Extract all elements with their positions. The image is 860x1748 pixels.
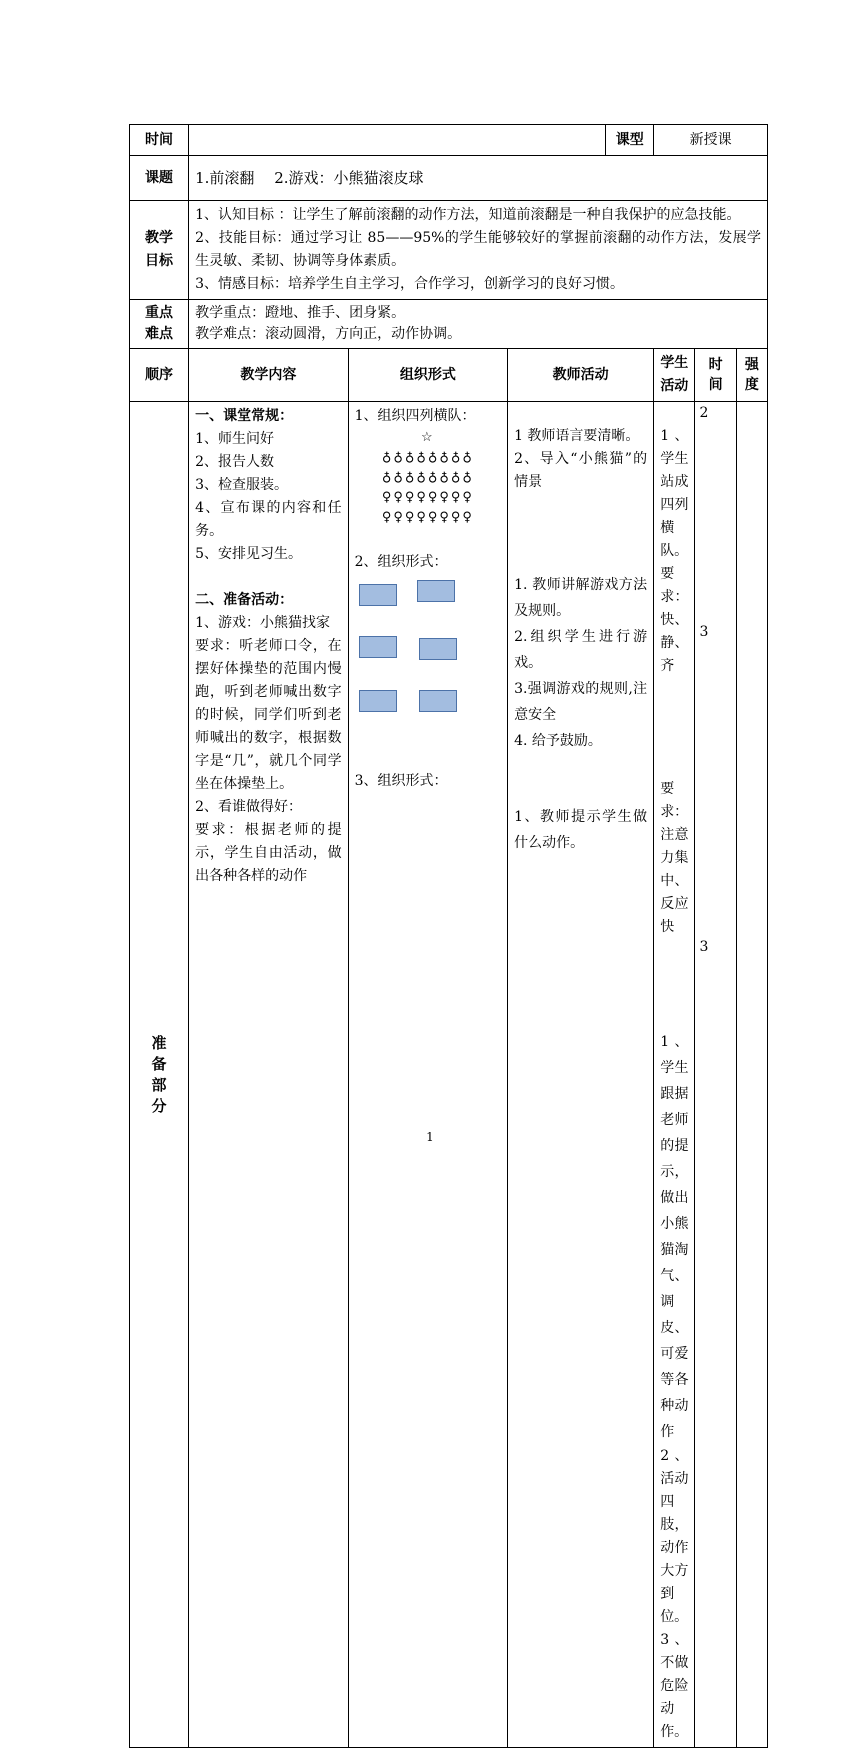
col-student: 学生活动 — [654, 349, 695, 402]
mat-icon — [417, 580, 455, 602]
warmup-heading: 二、准备活动： — [195, 592, 294, 608]
section-char-2: 备 — [151, 1054, 167, 1073]
goals-label — [130, 201, 189, 300]
teacher-star-icon: ☆ — [421, 430, 435, 445]
section-char-4: 分 — [151, 1096, 167, 1115]
mat-layout — [355, 574, 501, 714]
teacher-1: 1 教师语言要清晰。 — [514, 428, 640, 444]
goals-row — [130, 201, 768, 300]
teacher-3: 1. 教师讲解游戏方法及规则。 — [514, 577, 648, 619]
mat-icon — [419, 690, 457, 712]
col-intensity-line-2: 度 — [744, 377, 759, 393]
student-cell — [654, 402, 695, 1748]
goal-skill: 2、技能目标：通过学习让 85——95%的学生能够较好的掌握前滚翻的动作方法，发展学生灵敏、柔韧、协调等身体素质。 — [195, 230, 761, 269]
student-4: 注意力集中、反应快 — [660, 827, 689, 935]
lesson-table — [129, 124, 768, 1748]
form-1-label: 1、组织四列横队： — [354, 408, 476, 424]
student-2: 要求：快、静、齐 — [660, 566, 689, 674]
col-intensity-line-1: 强 — [744, 357, 759, 373]
student-1: 1、学生站成四列横队。 — [660, 428, 689, 559]
student-6: 2、活动四肢，动作大方到位。 — [660, 1448, 689, 1625]
section-name — [130, 402, 189, 1748]
keypoints-label-line-1: 重点 — [145, 305, 174, 321]
prep-section-row — [130, 402, 768, 1748]
mat-icon — [359, 690, 397, 712]
game-1-title: 1、游戏：小熊猫找家 — [195, 615, 331, 631]
teacher-7: 1、教师提示学生做什么动作。 — [514, 809, 648, 851]
col-teacher: 教师活动 — [508, 349, 654, 402]
col-time — [695, 349, 736, 402]
keypoints-label — [130, 300, 189, 349]
form-cell — [348, 402, 507, 1748]
goals-label-line-1: 教学 — [145, 230, 174, 246]
teaching-focus: 教学重点：蹬地、推手、团身紧。 — [195, 305, 406, 321]
time-cell — [695, 402, 736, 1748]
column-header-row — [130, 349, 768, 402]
formation-row-3: ♀♀♀♀♀♀♀♀ — [381, 490, 474, 505]
time-2: 3 — [699, 624, 709, 640]
section-char-3: 部 — [151, 1075, 167, 1094]
col-order: 顺序 — [130, 349, 189, 402]
time-value — [189, 125, 606, 156]
routine-item-2: 2、报告人数 — [195, 454, 275, 470]
section-char-1: 准 — [151, 1033, 167, 1052]
content-cell — [189, 402, 348, 1748]
page-number: 1 — [426, 1130, 434, 1144]
keypoints-row — [130, 300, 768, 349]
student-7: 3、不做危险动作。 — [660, 1632, 689, 1740]
game-2-title: 2、看谁做得好： — [195, 799, 303, 815]
col-intensity — [736, 349, 767, 402]
formation-row-4: ♀♀♀♀♀♀♀♀ — [381, 510, 474, 525]
col-form: 组织形式 — [348, 349, 507, 402]
col-time-line-1: 时 — [708, 357, 723, 373]
topic-label: 课题 — [130, 156, 189, 201]
goals-text — [189, 201, 768, 300]
time-label: 时间 — [130, 125, 189, 156]
time-row — [130, 125, 768, 156]
teacher-4: 2.组织学生进行游戏。 — [514, 629, 648, 671]
teaching-difficulty: 教学难点：滚动圆滑，方向正，动作协调。 — [195, 326, 462, 342]
student-5: 1、学生跟据老师的提示，做出小熊猫淘气、调皮、可爱等各种动作 — [660, 1034, 689, 1440]
goals-label-line-2: 目标 — [145, 253, 174, 269]
routine-item-3: 3、检查服装。 — [195, 477, 289, 493]
topic-row — [130, 156, 768, 201]
teacher-5: 3.强调游戏的规则,注意安全 — [514, 681, 648, 723]
routine-item-5: 5、安排见习生。 — [195, 546, 303, 562]
keypoints-label-line-2: 难点 — [145, 326, 174, 342]
mat-icon — [359, 584, 397, 606]
col-content: 教学内容 — [189, 349, 348, 402]
time-3: 3 — [699, 939, 709, 955]
time-1: 2 — [699, 405, 709, 421]
teacher-6: 4. 给予鼓励。 — [514, 733, 602, 749]
col-time-line-2: 间 — [708, 377, 723, 393]
topic-value: 1.前滚翻 2.游戏：小熊猫滚皮球 — [189, 156, 768, 201]
teacher-2: 2、导入“小熊猫”的情景 — [514, 451, 648, 490]
formation-row-1: ♁♁♁♁♁♁♁♁ — [381, 450, 474, 465]
routine-heading: 一、课堂常规： — [195, 408, 294, 424]
game-1-requirement: 要求：听老师口令，在摆好体操垫的范围内慢跑，听到老师喊出数字的时候，同学们听到老师喊出的数字，根据数字是“几”，就几个同学坐在体操垫上。 — [195, 638, 342, 792]
mat-icon — [359, 636, 397, 658]
intensity-cell — [736, 402, 767, 1748]
form-3-label: 3、组织形式： — [354, 773, 448, 789]
student-3: 要求： — [660, 781, 689, 820]
form-2-label: 2、组织形式： — [354, 554, 448, 570]
spacer — [355, 528, 501, 551]
keypoints-text — [189, 300, 768, 349]
goal-emotion: 3、情感目标：培养学生自主学习，合作学习，创新学习的良好习惯。 — [195, 276, 625, 292]
teacher-cell — [508, 402, 654, 1748]
lesson-plan — [129, 124, 768, 1748]
mat-icon — [419, 638, 457, 660]
goal-cognitive: 1、认知目标 ：让学生了解前滚翻的动作方法，知道前滚翻是一种自我保护的应急技能。 — [195, 207, 741, 223]
lesson-type-value: 新授课 — [654, 125, 768, 156]
routine-item-4: 4、宣布课的内容和任务。 — [195, 500, 342, 539]
spacer — [195, 566, 341, 589]
game-2-requirement: 要求：根据老师的提示，学生自由活动，做出各种各样的动作 — [195, 822, 342, 884]
lesson-type-label: 课型 — [606, 125, 654, 156]
routine-item-1: 1、师生问好 — [195, 431, 275, 447]
formation-row-2: ♁♁♁♁♁♁♁♁ — [381, 470, 474, 485]
